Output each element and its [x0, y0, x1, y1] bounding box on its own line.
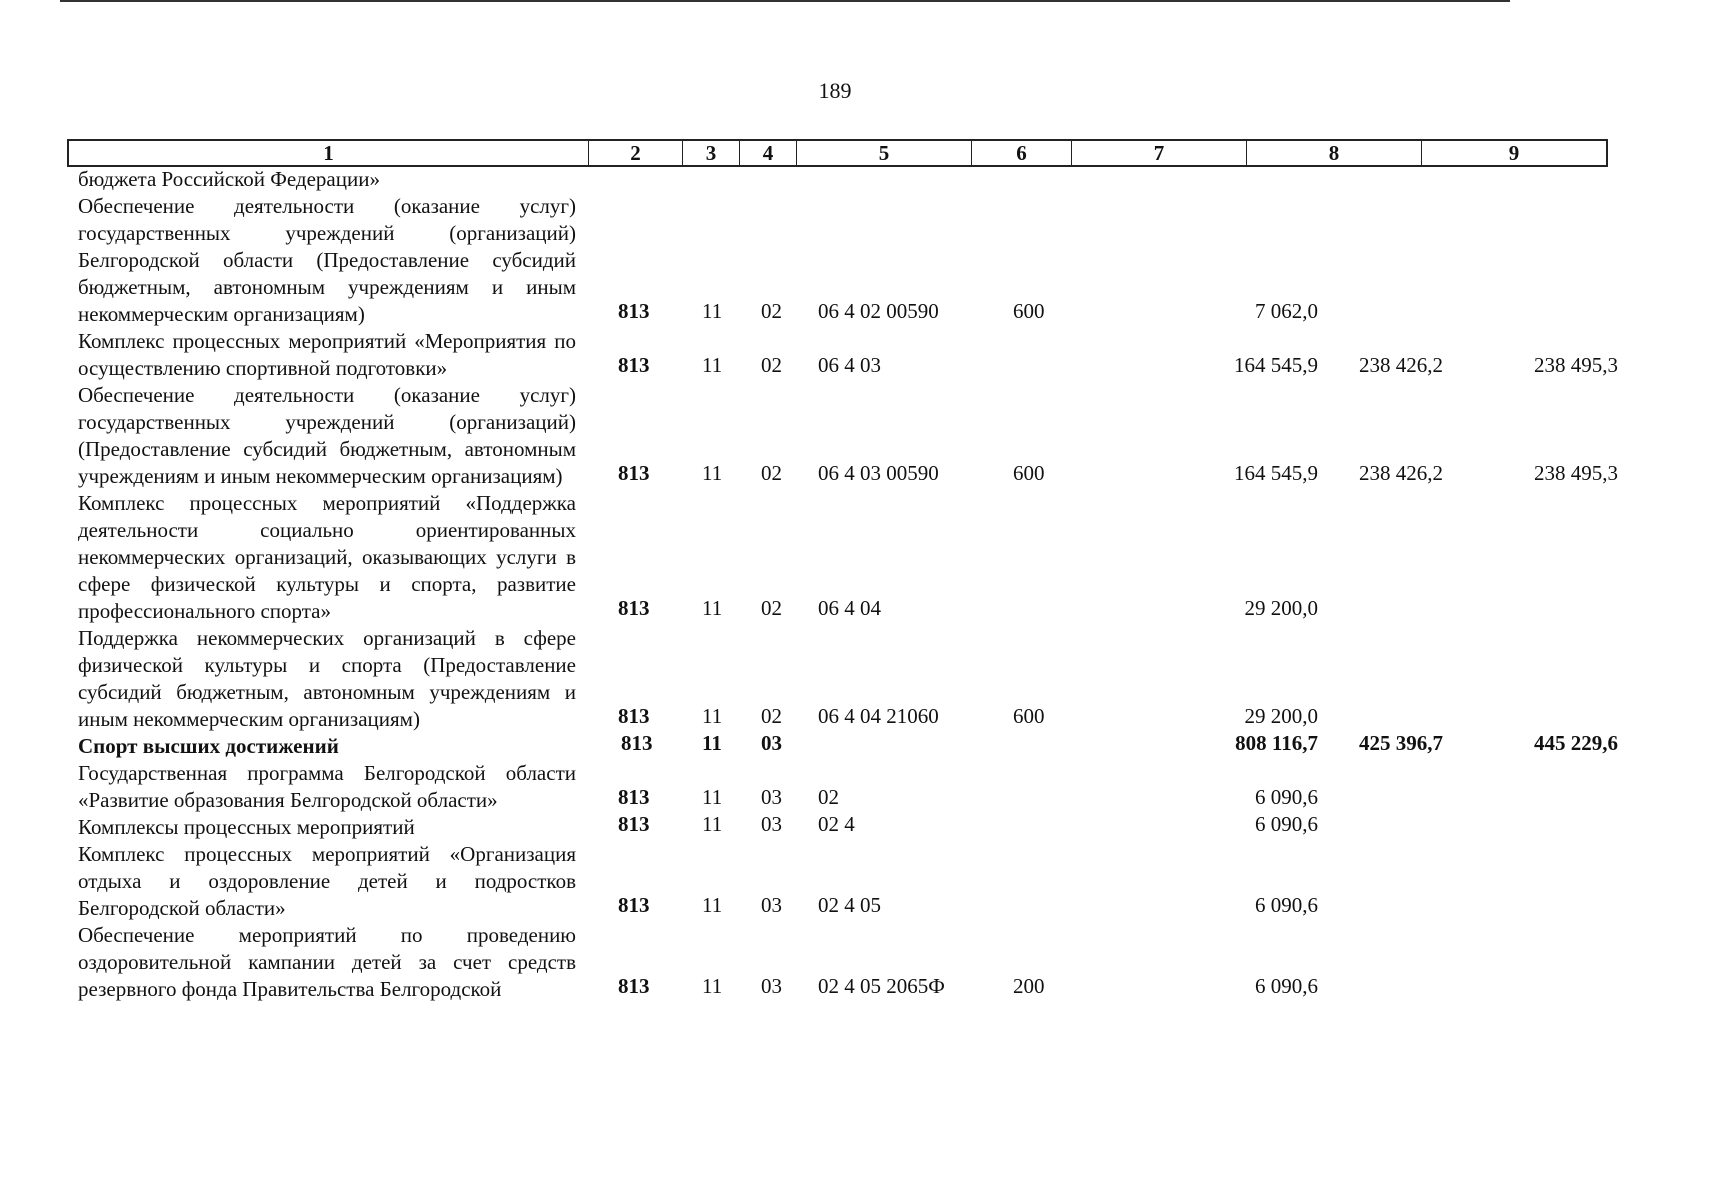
row-cell-c3: 11: [702, 299, 723, 323]
row-cell-c2: 813: [618, 785, 650, 809]
row-cell-c9: 238 495,3: [1534, 353, 1618, 377]
row-cell-c7: 6 090,6: [1255, 893, 1318, 917]
table-row: [78, 490, 1618, 625]
row-description: Обеспечение деятельности (оказание услуг) государственных учреждений (организаций) Белгородской области (Предоставление субсидий бюджетным, автономным учреждениям и иным некоммерческим организациям): [78, 194, 576, 326]
row-cell-c3: 11: [702, 893, 723, 917]
col-header-8: 8: [1247, 141, 1422, 165]
page-number: 189: [818, 78, 852, 103]
row-cell-c6: 200: [1013, 974, 1045, 998]
row-cell-c3: 11: [702, 974, 723, 998]
table-body: [78, 166, 1618, 1003]
row-cell-c2: 813: [618, 974, 650, 998]
row-cell-c2: 813: [618, 812, 650, 836]
row-cell-c4: 02: [761, 461, 782, 485]
row-cell-c6: 600: [1013, 461, 1045, 485]
row-cell-c6: 600: [1013, 299, 1045, 323]
top-rule: [60, 0, 1510, 2]
row-cell-c7: 6 090,6: [1255, 785, 1318, 809]
row-cell-c7: 6 090,6: [1255, 974, 1318, 998]
table-row: [78, 760, 1618, 814]
row-cell-c7: 29 200,0: [1244, 704, 1318, 728]
row-cell-c3: 11: [702, 731, 722, 755]
row-cell-c2: 813: [618, 461, 650, 485]
table-row: [78, 382, 1618, 490]
row-cell-c9: 238 495,3: [1534, 461, 1618, 485]
row-description: Комплекс процессных мероприятий «Мероприятия по осуществлению спортивной подготовки»: [78, 329, 576, 380]
col-header-9: 9: [1508, 141, 1520, 165]
row-description: Комплекс процессных мероприятий «Организация отдыха и оздоровление детей и подростков Белгородской области»: [78, 842, 576, 920]
row-cell-c3: 11: [702, 353, 723, 377]
row-description: Комплекс процессных мероприятий «Поддержка деятельности социально ориентированных некоммерческих организаций, оказывающих услуги в сфере физической культуры и спорта, развитие профессионального спорта»: [78, 491, 576, 623]
row-cell-c5: 02 4: [818, 812, 855, 836]
row-cell-c2: 813: [618, 704, 650, 728]
row-cell-c4: 03: [761, 785, 782, 809]
row-cell-c3: 11: [702, 461, 723, 485]
row-description: Поддержка некоммерческих организаций в сфере физической культуры и спорта (Предоставление субсидий бюджетным, автономным учреждениям и иным некоммерческим организациям): [78, 626, 576, 731]
row-cell-c4: 03: [761, 893, 782, 917]
row-cell-c4: 02: [761, 353, 782, 377]
col-header-2: 2: [589, 141, 683, 165]
table-row: [78, 841, 1618, 922]
col-header-3: 3: [683, 141, 740, 165]
row-cell-c4: 02: [761, 596, 782, 620]
row-cell-c4: 03: [761, 974, 782, 998]
row-cell-c3: 11: [702, 785, 723, 809]
table-row: [78, 625, 1618, 733]
col-header-1: 1: [69, 141, 589, 165]
row-cell-c3: 11: [702, 812, 723, 836]
row-cell-c2: 813: [618, 893, 650, 917]
table-row: [78, 922, 1618, 1003]
row-cell-c5: 02: [818, 785, 839, 809]
row-cell-c7: 7 062,0: [1255, 299, 1318, 323]
row-cell-c4: 02: [761, 299, 782, 323]
row-cell-c8: 238 426,2: [1359, 353, 1443, 377]
row-cell-c7: 164 545,9: [1234, 461, 1318, 485]
row-description: Государственная программа Белгородской области «Развитие образования Белгородской области»: [78, 761, 576, 812]
row-cell-c3: 11: [702, 596, 723, 620]
row-cell-c5: 02 4 05 2065Ф: [818, 974, 945, 998]
row-cell-c7: 6 090,6: [1255, 812, 1318, 836]
col-header-5: 5: [797, 141, 972, 165]
col-header-7: 7: [1072, 141, 1247, 165]
row-cell-c2: 813: [618, 353, 650, 377]
table-row: [78, 166, 1618, 193]
table-row: [78, 328, 1618, 382]
row-cell-c7: 164 545,9: [1234, 353, 1318, 377]
row-cell-c2: 813: [621, 731, 653, 755]
row-cell-c6: 600: [1013, 704, 1045, 728]
row-description: Спорт высших достижений: [78, 734, 339, 758]
row-cell-c5: 06 4 02 00590: [818, 299, 939, 323]
row-description: Обеспечение деятельности (оказание услуг) государственных учреждений (организаций) (Предоставление субсидий бюджетным, автономным учреждениям и иным некоммерческим организациям): [78, 383, 576, 488]
row-cell-c5: 06 4 03 00590: [818, 461, 939, 485]
row-cell-c2: 813: [618, 596, 650, 620]
row-cell-c4: 03: [761, 812, 782, 836]
row-description: бюджета Российской Федерации»: [78, 167, 380, 191]
row-cell-c8: 238 426,2: [1359, 461, 1443, 485]
table-row: [78, 814, 1618, 841]
row-cell-c5: 02 4 05: [818, 893, 881, 917]
row-cell-c4: 02: [761, 704, 782, 728]
row-cell-c7: 808 116,7: [1235, 731, 1318, 755]
row-cell-c7: 29 200,0: [1244, 596, 1318, 620]
row-cell-c4: 03: [761, 731, 782, 755]
row-cell-c9: 445 229,6: [1534, 731, 1618, 755]
row-cell-c8: 425 396,7: [1359, 731, 1443, 755]
row-cell-c2: 813: [618, 299, 650, 323]
row-cell-c5: 06 4 04: [818, 596, 881, 620]
row-cell-c5: 06 4 04 21060: [818, 704, 939, 728]
col-header-4: 4: [740, 141, 797, 165]
col-header-6: 6: [972, 141, 1072, 165]
row-description: Обеспечение мероприятий по проведению оздоровительной кампании детей за счет средств резервного фонда Правительства Белгородской: [78, 923, 576, 1001]
row-cell-c5: 06 4 03: [818, 353, 881, 377]
row-cell-c3: 11: [702, 704, 723, 728]
table-header: [67, 139, 1608, 167]
row-description: Комплексы процессных мероприятий: [78, 815, 415, 839]
table-row: [78, 193, 1618, 328]
table-row: [78, 733, 1618, 760]
